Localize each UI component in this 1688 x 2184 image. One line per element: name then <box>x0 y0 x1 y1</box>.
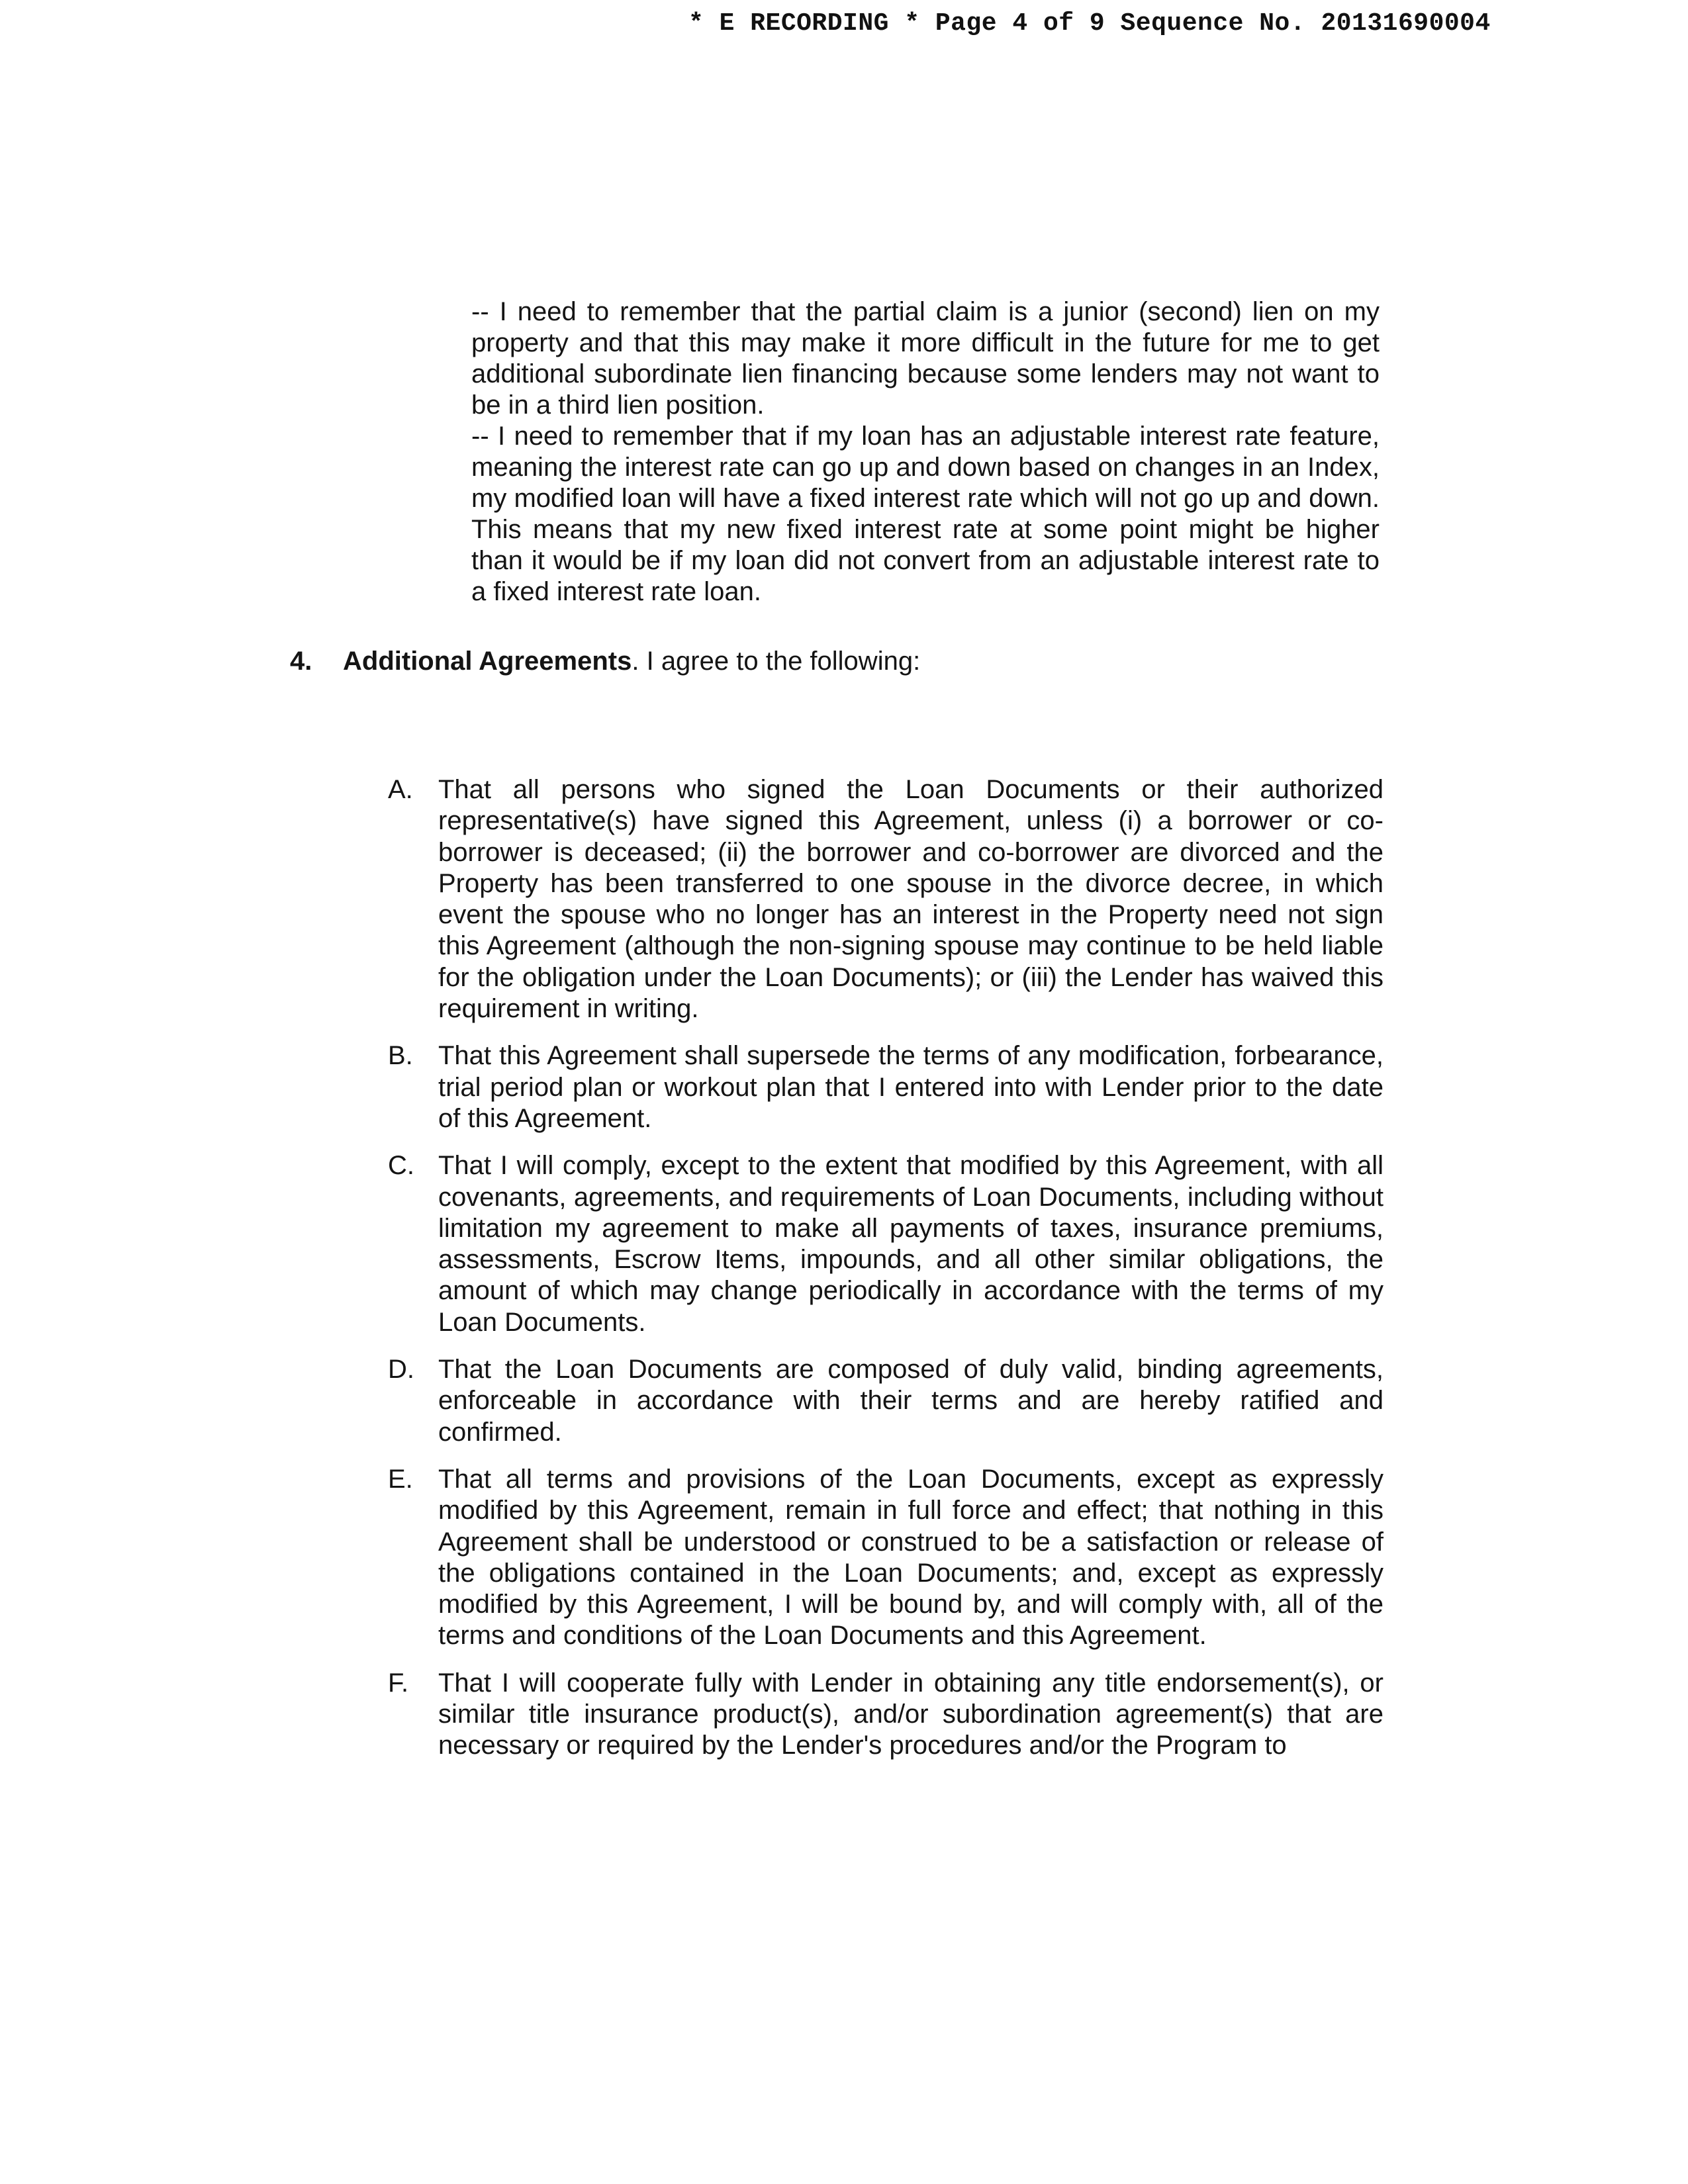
item-text: That I will cooperate fully with Lender in obtaining any title endorsement(s), or similar title insurance product(s), and/or subordination agreement(s) that are necessary or required by the Lender's procedures and/or the Program to <box>438 1668 1383 1760</box>
list-item <box>388 1354 1383 1448</box>
item-letter: E. <box>388 1464 413 1494</box>
item-text: That this Agreement shall supersede the terms of any modification, forbearance, trial period plan or workout plan that I entered into with Lender prior to the date of this Agreement. <box>438 1041 1383 1133</box>
acknowledgment-partial-claim: -- I need to remember that the partial claim is a junior (second) lien on my property and that this may make it more difficult in the future for me to get additional subordinate lien financing because some lenders may not want to be in a third lien position. <box>471 297 1380 420</box>
list-item <box>388 1150 1383 1338</box>
item-text: That the Loan Documents are composed of duly valid, binding agreements, enforceable in accordance with their terms and are hereby ratified and confirmed. <box>438 1355 1383 1447</box>
recording-header: * E RECORDING * Page 4 of 9 Sequence No. 20131690004 <box>688 9 1491 38</box>
item-letter: C. <box>388 1151 414 1181</box>
item-text: That all terms and provisions of the Loan Documents, except as expressly modified by this Agreement, remain in full force and effect; that nothing in this Agreement shall be understood or construed to be a satisfaction or release of the obligations contained in the Loan Documents; and, except as expressly modified by this Agreement, I will be bound by, and will comply with, all of the terms and conditions of the Loan Documents and this Agreement. <box>438 1464 1383 1651</box>
item-letter: B. <box>388 1041 413 1071</box>
section-intro: . I agree to the following: <box>632 647 921 676</box>
item-letter: F. <box>388 1668 409 1698</box>
section-4-heading <box>290 646 1415 677</box>
section-title: Additional Agreements <box>343 647 632 676</box>
list-item <box>388 1668 1383 1762</box>
list-item <box>388 1464 1383 1652</box>
section-number: 4. <box>290 647 312 676</box>
acknowledgment-adjustable-rate: -- I need to remember that if my loan has an adjustable interest rate feature, meaning the interest rate can go up and down based on changes in an Index, my modified loan will have a fixed interest rate which will not go up and down. This means that my new fixed interest rate at some point might be higher than it would be if my loan did not convert from an adjustable interest rate to a fixed interest rate loan. <box>471 422 1380 606</box>
item-text: That all persons who signed the Loan Documents or their authorized representative(s) have signed this Agreement, unless (i) a borrower or co-borrower is deceased; (ii) the borrower and co-borrower are divorced and the Property has been transferred to one spouse in the divorce decree, in which event the spouse who no longer has an interest in the Property need not sign this Agreement (although the non-signing spouse may continue to be held liable for the obligation under the Loan Documents); or (iii) the Lender has waived this requirement in writing. <box>438 775 1383 1024</box>
additional-agreements-list <box>388 774 1383 1778</box>
item-text: That I will comply, except to the extent that modified by this Agreement, with all covenants, agreements, and requirements of Loan Documents, including without limitation my agreement to make all payments of taxes, insurance premiums, assessments, Escrow Items, impounds, and all other similar obligations, the amount of which may change periodically in accordance with the terms of my Loan Documents. <box>438 1151 1383 1337</box>
item-letter: D. <box>388 1355 414 1385</box>
list-item <box>388 1040 1383 1134</box>
list-item <box>388 774 1383 1024</box>
item-letter: A. <box>388 775 413 804</box>
